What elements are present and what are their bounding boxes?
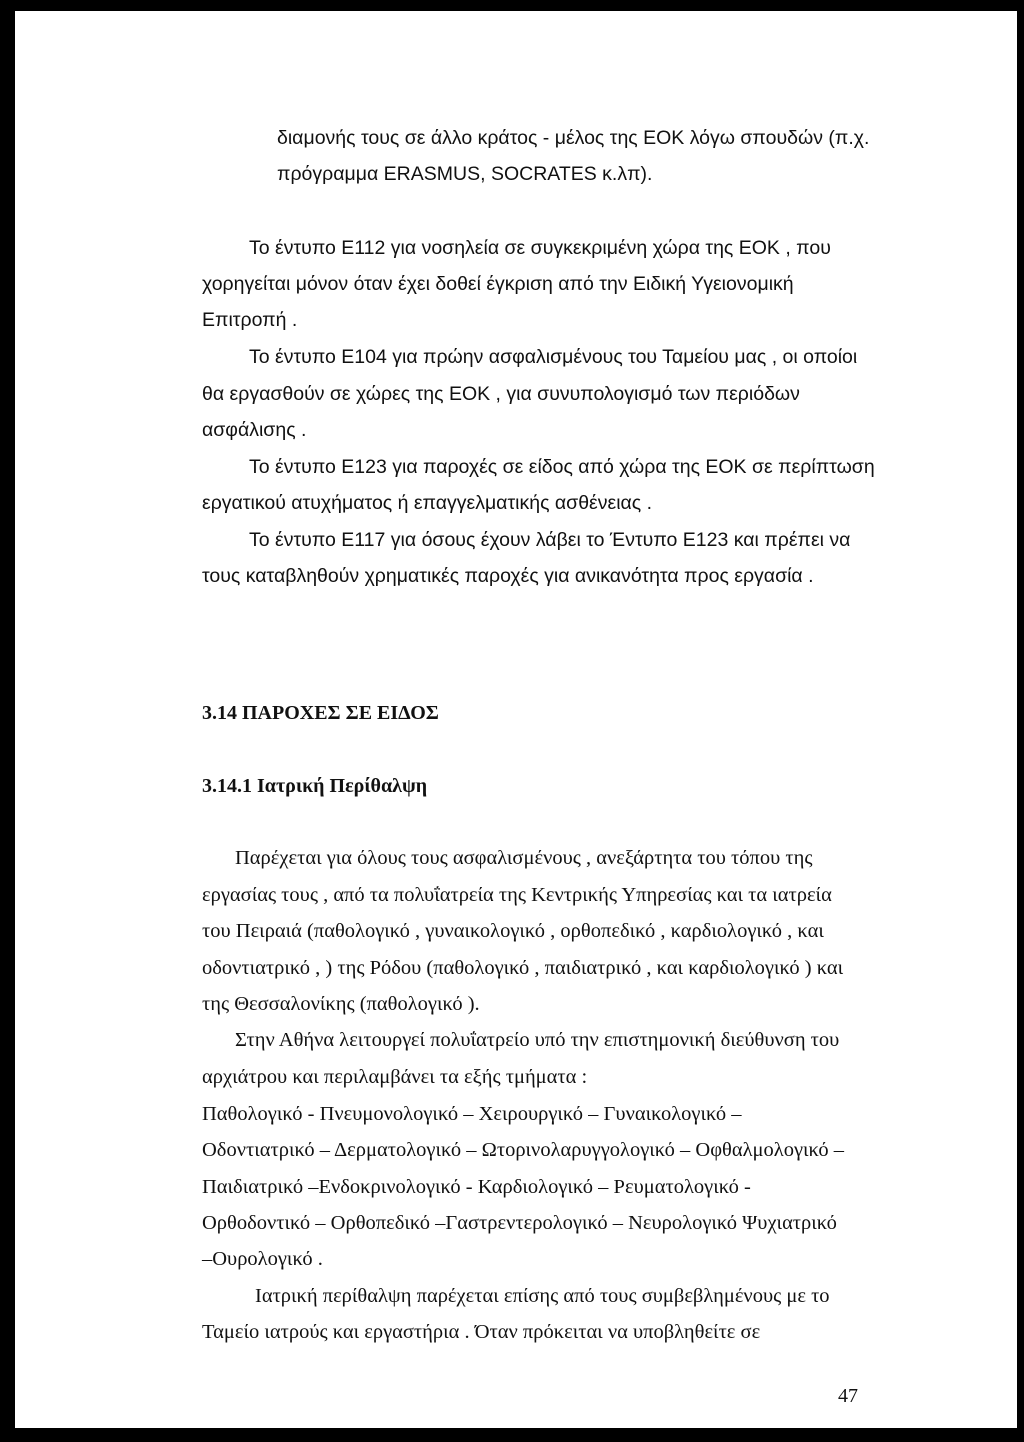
text-line: Ορθοδοντικό – Ορθοπεδικό –Γαστρεντερολογικό – Νευρολογικό Ψυχιατρικό	[202, 1212, 837, 1234]
text-line: εργατικού ατυχήματος ή επαγγελματικής ασθένειας .	[202, 492, 653, 514]
text-line: Το έντυπο Ε123 για παροχές σε είδος από χώρα της ΕΟΚ σε περίπτωση	[249, 456, 875, 478]
text-line: θα εργασθούν σε χώρες της ΕΟΚ , για συνυπολογισμό των περιόδων	[202, 383, 800, 405]
text-line: χορηγείται μόνον όταν έχει δοθεί έγκριση από την Ειδική Υγειονομική	[202, 273, 794, 295]
text-line: Ιατρική περίθαλψη παρέχεται επίσης από τους συμβεβλημένους με το	[255, 1285, 830, 1307]
text-line: Το έντυπο Ε117 για όσους έχουν λάβει το Έντυπο Ε123 και πρέπει να	[249, 529, 851, 551]
subsection-heading: 3.14.1 Ιατρική Περίθαλψη	[202, 775, 428, 797]
text-line: οδοντιατρικό , ) της Ρόδου (παθολογικό , παιδιατρικό , και καρδιολογικό ) και	[202, 957, 844, 979]
text-line: –Ουρολογικό .	[202, 1248, 323, 1270]
text-line: Το έντυπο Ε104 για πρώην ασφαλισμένους του Ταμείου μας , οι οποίοι	[249, 346, 858, 368]
text-line: του Πειραιά (παθολογικό , γυναικολογικό , ορθοπεδικό , καρδιολογικό , και	[202, 920, 824, 942]
text-line: Παθολογικό - Πνευμονολογικό – Χειρουργικό – Γυναικολογικό –	[202, 1103, 742, 1125]
text-line: αρχιάτρου και περιλαμβάνει τα εξής τμήματα :	[202, 1066, 588, 1088]
text-line: Ταμείο ιατρούς και εργαστήρια . Όταν πρόκειται να υποβληθείτε σε	[202, 1321, 761, 1343]
text-line: της Θεσσαλονίκης (παθολογικό ).	[202, 993, 480, 1015]
text-line: ασφάλισης .	[202, 419, 307, 441]
text-line: Το έντυπο Ε112 για νοσηλεία σε συγκεκριμένη χώρα της ΕΟΚ , που	[249, 237, 831, 259]
text-line: διαμονής τους σε άλλο κράτος - μέλος της ΕΟΚ λόγω σπουδών (π.χ.	[277, 127, 870, 149]
text-line: τους καταβληθούν χρηματικές παροχές για ανικανότητα προς εργασία .	[202, 565, 814, 587]
page-number: 47	[838, 1385, 858, 1407]
section-heading: 3.14 ΠΑΡΟΧΕΣ ΣΕ ΕΙΔΟΣ	[202, 702, 439, 724]
text-line: Οδοντιατρικό – Δερματολογικό – Ωτορινολαρυγγολογικό – Οφθαλμολογικό –	[202, 1139, 845, 1161]
text-line: Επιτροπή .	[202, 309, 298, 331]
text-line: εργασίας τους , από τα πολυΐατρεία της Κεντρικής Υπηρεσίας και τα ιατρεία	[202, 884, 832, 906]
text-line: Στην Αθήνα λειτουργεί πολυΐατρείο υπό την επιστημονική διεύθυνση του	[235, 1029, 840, 1051]
text-line: Παρέχεται για όλους τους ασφαλισμένους , ανεξάρτητα του τόπου της	[235, 847, 813, 869]
text-line: πρόγραμμα ERASMUS, SOCRATES κ.λπ).	[277, 163, 653, 185]
text-line: Παιδιατρικό –Ενδοκρινολογικό - Καρδιολογικό – Ρευματολογικό -	[202, 1176, 751, 1198]
document-page	[12, 11, 1017, 1428]
